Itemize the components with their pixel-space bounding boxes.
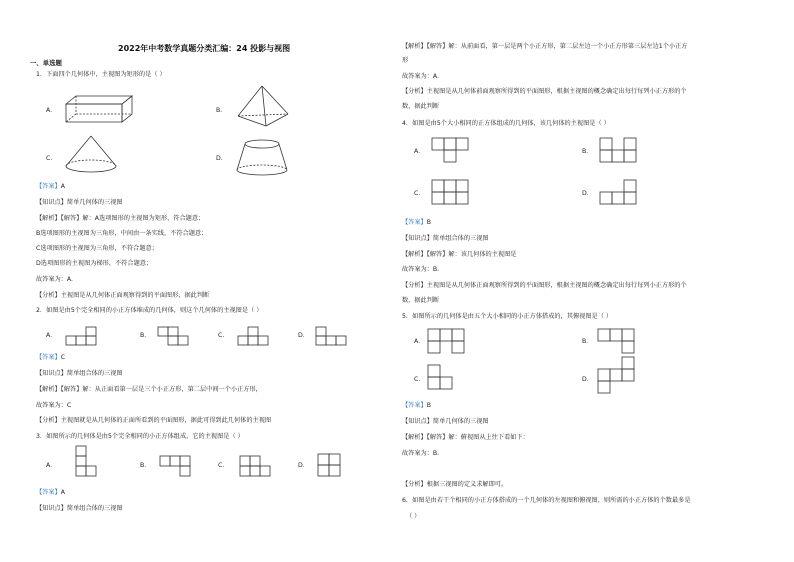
q2-option-a-view (64, 322, 104, 346)
q3-answer (36, 489, 65, 497)
q4-answer (402, 219, 431, 227)
q2-answer (36, 354, 65, 362)
q3-analysis-line-2: 形 (402, 57, 409, 64)
q4-so-answer: 故答案为：B. (402, 266, 440, 273)
q5-fenxi: 【分析】根据三视图的定义求解即可。 (402, 481, 508, 488)
q4-option-c-label: C． (414, 190, 425, 197)
q3-knowledge-point: 【知识点】简单组合体的三视图 (36, 505, 123, 512)
q2-option-c-label: C． (218, 332, 229, 339)
q2-answer-value: C (60, 354, 66, 361)
q1-cone-figure (64, 134, 118, 174)
q1-fenxi: 【分析】主视图是从几何体正面观察得到的平面图形，据此判断 (36, 292, 210, 299)
q1-pyramid-figure (236, 84, 290, 128)
q4-stem: 4．如图是由5个大小相同的正方体组成的几何体，该几何体的主视图是（ ） (402, 120, 610, 127)
q1-answer-value: A (60, 183, 65, 190)
q1-analysis-line-4: D选项图形的主视图为梯形，不符合题意； (36, 260, 153, 267)
q2-analysis: 【解析】【解答】解：从正面看第一层是三个小正方形，第二层中间一个小正方形， (36, 386, 262, 393)
q1-cuboid-figure (64, 94, 136, 124)
q4-option-b-view (598, 136, 644, 164)
q3-analysis-line-1: 【解析】【解答】解：从前面看，第一层是两个小正方形，第二层左边一个小正方形第三层左边1个小正方 (402, 43, 688, 50)
q5-option-c-view (426, 360, 476, 394)
section-heading: 一、单选题 (30, 59, 62, 67)
q1-stem: 1．下面四个几何体中，主视图为矩形的是（ ） (36, 71, 166, 78)
q4-fenxi-line-1: 【分析】主视图是从几何体正面观察所得到的平面图形，根据主视图的概念确定出每行每列小正方形的个 (402, 282, 687, 289)
q5-option-d-label: D． (582, 376, 593, 383)
q2-knowledge-point: 【知识点】简单组合体的三视图 (36, 370, 123, 377)
q1-analysis-line-1: 【解析】【解答】解：A选项图形的主视图为矩形，符合题意； (36, 215, 205, 222)
q5-answer-label: 【答案】 (402, 402, 427, 409)
q4-answer-value: B (426, 219, 431, 226)
q5-option-a-label: A． (414, 338, 425, 345)
q3-option-d-view (314, 440, 354, 478)
q4-answer-label: 【答案】 (402, 219, 427, 226)
q3-answer-label: 【答案】 (36, 489, 61, 496)
q2-option-c-view (236, 322, 276, 346)
q1-analysis-line-3: C选项图形的主视图为三角形，不符合题意； (36, 245, 158, 252)
q5-option-c-label: C． (414, 376, 425, 383)
q1-option-b-label: B． (216, 107, 227, 114)
q1-option-c-label: C． (46, 155, 57, 162)
q2-fenxi: 【分析】主视图就是从几何体的正面所看到的平面图形，据此可得到此几何体的主视图 (36, 417, 272, 424)
q5-stem: 5．如图所示的几何体是由五个大小相同的小正方体搭成的，其俯视图是（ ） (402, 313, 613, 320)
q2-option-a-label: A． (46, 332, 57, 339)
q4-option-a-label: A． (414, 148, 425, 155)
q1-knowledge-point: 【知识点】简单几何体的三视图 (36, 199, 123, 206)
q5-option-b-view (596, 326, 646, 356)
q1-option-a-label: A． (46, 107, 57, 114)
q5-option-a-view (426, 326, 476, 356)
q3-fenxi-line-1: 【分析】主视图是从几何体前面观察所得到的平面图形，根据主视图的概念确定出每行每列小正方形的个 (402, 88, 687, 95)
q5-option-d-view (596, 354, 646, 394)
q2-option-b-label: B． (140, 332, 151, 339)
q5-so-answer: 故答案为：B. (402, 450, 440, 457)
q2-so-answer: 故答案为：C (36, 402, 72, 409)
q6-paren: （ ） (406, 513, 421, 520)
q4-option-a-view (430, 136, 476, 164)
q3-option-c-label: C． (218, 462, 229, 469)
q1-frustum-figure (234, 138, 290, 178)
q3-fenxi-line-2: 数，据此判断 (402, 103, 440, 110)
q4-option-d-view (598, 178, 644, 206)
q4-fenxi-line-2: 数，据此判断 (402, 297, 440, 304)
q1-answer (36, 183, 65, 191)
q4-knowledge-point: 【知识点】简单组合体的三视图 (402, 235, 489, 242)
q2-option-b-view (156, 322, 196, 346)
q3-option-c-view (236, 440, 276, 478)
q2-stem: 2．如图是由5个完全相同的小正方体堆成的几何体，则这个几何体的主视图是（ ） (36, 307, 263, 314)
q1-answer-label: 【答案】 (36, 183, 61, 190)
q3-option-d-label: D． (298, 462, 309, 469)
q4-option-b-label: B． (582, 148, 593, 155)
q5-analysis: 【解析】【解答】解：俯视图从上往下看如下： (402, 434, 529, 441)
q4-option-d-label: D． (582, 190, 593, 197)
q6-stem: 6．如图是由若干个相同的小正方体搭成的一个几何体的左视图和俯视图，则所需的小正方体的个数最多是 (402, 497, 691, 504)
q2-option-d-view (314, 322, 354, 346)
q3-option-a-view (64, 440, 104, 478)
q1-so-answer: 故答案为：A. (36, 276, 74, 283)
q3-option-b-label: B． (140, 462, 151, 469)
q5-knowledge-point: 【知识点】简单几何体的三视图 (402, 418, 489, 425)
page-title: 2022年中考数学真题分类汇编：24 投影与视图 (118, 44, 291, 53)
q3-so-answer: 故答案为：A. (402, 73, 440, 80)
q3-answer-value: A (60, 489, 65, 496)
q5-answer (402, 402, 431, 410)
q5-answer-value: B (426, 402, 431, 409)
q3-stem: 3．如图所示的几何体是由5个完全相同的小正方体组成，它的主视图是（ ） (36, 433, 244, 440)
q5-option-b-label: B． (582, 338, 593, 345)
q1-option-d-label: D． (216, 155, 227, 162)
q3-option-a-label: A． (46, 462, 57, 469)
q2-option-d-label: D． (298, 332, 309, 339)
q1-analysis-line-2: B选项图形的主视图为三角形，中间由一条实线，不符合题意； (36, 230, 208, 237)
q3-option-b-view (156, 440, 196, 478)
q4-option-c-view (430, 178, 476, 206)
q4-analysis: 【解析】【解答】解：该几何体的主视图是 (402, 251, 517, 258)
q2-answer-label: 【答案】 (36, 354, 61, 361)
